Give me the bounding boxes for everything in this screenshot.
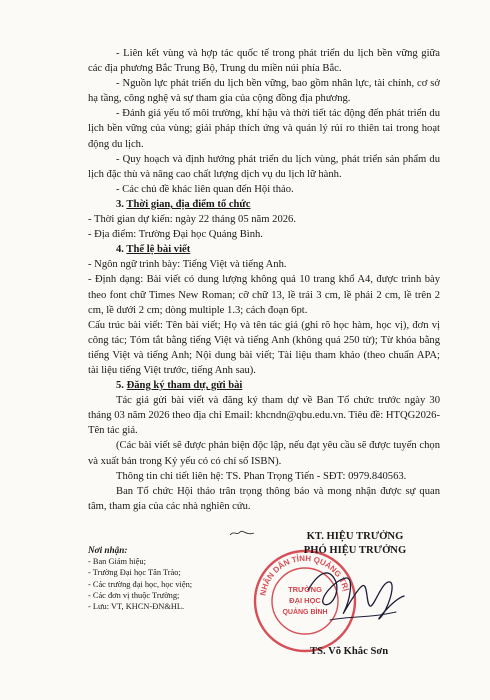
section-number: 4.: [116, 244, 124, 256]
paragraph: (Các bài viết sẽ được phản biện độc lập, nếu đạt yêu cầu sẽ được tuyển chọn và xuất bản trong Kỷ yếu có có chỉ số ISBN).: [88, 440, 440, 467]
paragraph: - Nguồn lực phát triển du lịch bền vững, bao gồm nhân lực, tài chính, cơ sở hạ tầng, công nghệ và sự tham gia của cộng đồng địa phương.: [88, 78, 440, 105]
section-title: Thời gian, địa điểm tổ chức: [126, 198, 251, 210]
seal-line-2: ĐẠI HỌC: [289, 596, 321, 605]
paragraph: - Liên kết vùng và hợp tác quốc tế trong phát triển du lịch bền vững giữa các địa phương Bắc Trung Bộ, Trung du miền núi phía Bắc.: [88, 48, 440, 75]
recipient-item: - Ban Giám hiệu;: [88, 557, 146, 567]
paragraph: - Định dạng: Bài viết có dung lượng không quá 10 trang khổ A4, được trình bày theo font chữ Times New Roman; cỡ chữ 13, lề trái 3 cm, lề phải 2 cm, lề trên 2 cm, lề dưới 2 cm; dòng multiple 1.3; cách đoạn 6pt.: [88, 274, 440, 316]
signer-title-2: PHÓ HIỆU TRƯỞNG: [303, 545, 407, 556]
recipient-item: - Các trường đại học, học viện;: [88, 579, 193, 589]
seal-ring-text: NHÂN DÂN TỈNH QUẢNG TRỊ: [258, 553, 351, 597]
seal-line-1: TRƯỜNG: [288, 585, 322, 594]
recipient-item: - Trường Đại học Tân Trào;: [88, 568, 181, 578]
section-title: Thể lệ bài viết: [126, 244, 191, 256]
paragraph: - Quy hoạch và định hướng phát triển du lịch vùng, phát triển sản phẩm du lịch đặc thù và nâng cao chất lượng dịch vụ du lịch lữ hành.: [88, 153, 440, 180]
document-body: [88, 46, 440, 514]
section-number: 3.: [116, 198, 124, 210]
paragraph: Thông tin chi tiết liên hệ: TS. Phan Trọng Tiến - SĐT: 0979.840563.: [116, 470, 407, 482]
section-heading: [88, 378, 440, 393]
paragraph: - Ngôn ngữ trình bày: Tiếng Việt và tiếng Anh.: [88, 259, 287, 271]
signer-name: TS. Võ Khắc Sơn: [310, 646, 389, 657]
section-heading: [88, 197, 440, 212]
section-heading: [88, 242, 440, 257]
paragraph: - Địa điểm: Trường Đại học Quảng Bình.: [88, 229, 263, 241]
paragraph: Tác giả gửi bài viết và đăng ký tham dự về Ban Tổ chức trước ngày 30 tháng 03 năm 2026 theo địa chỉ Email: khcndn@qbu.edu.vn. Tiêu đề: HTQG2026-Tên tác giả.: [88, 395, 440, 437]
seal-line-3: QUẢNG BÌNH: [282, 609, 328, 616]
recipient-item: - Lưu: VT, KHCN-ĐN&HL.: [88, 602, 185, 612]
paragraph: - Đánh giá yếu tố môi trường, khí hậu và thời tiết tác động đến phát triển du lịch bền vững của vùng; giải pháp thích ứng và quản lý rủi ro thiên tai trong hoạt động du lịch.: [88, 108, 440, 150]
paragraph: - Các chủ đề khác liên quan đến Hội thảo.: [116, 183, 294, 195]
handwritten-signature-icon: [300, 560, 410, 640]
recipients-block: [88, 545, 268, 612]
section-number: 5.: [116, 380, 124, 392]
section-title: Đăng ký tham dự, gửi bài: [126, 380, 243, 392]
signer-title-1: KT. HIỆU TRƯỞNG: [306, 531, 404, 542]
recipient-item: - Các đơn vị thuộc Trường;: [88, 590, 180, 600]
recipients-heading: Nơi nhận:: [88, 545, 128, 555]
paragraph: Cấu trúc bài viết: Tên bài viết; Họ và tên tác giả (ghi rõ học hàm, học vị), đơn vị công tác; Tóm tắt bằng tiếng Việt và tiếng Anh (không quá 250 từ); Từ khóa bằng tiếng Việt và tiếng Anh; Nội dung bài viết; Tài liệu tham khảo (theo chuẩn APA; tài liệu tiếng Việt trước, tiếng Anh sau).: [88, 319, 440, 376]
initial-mark-icon: [228, 528, 256, 538]
paragraph: Ban Tổ chức Hội thảo trân trọng thông báo và mong nhận được sự quan tâm, tham gia của các nhà nghiên cứu.: [88, 485, 440, 512]
paragraph: - Thời gian dự kiến: ngày 22 tháng 05 năm 2026.: [88, 214, 296, 226]
